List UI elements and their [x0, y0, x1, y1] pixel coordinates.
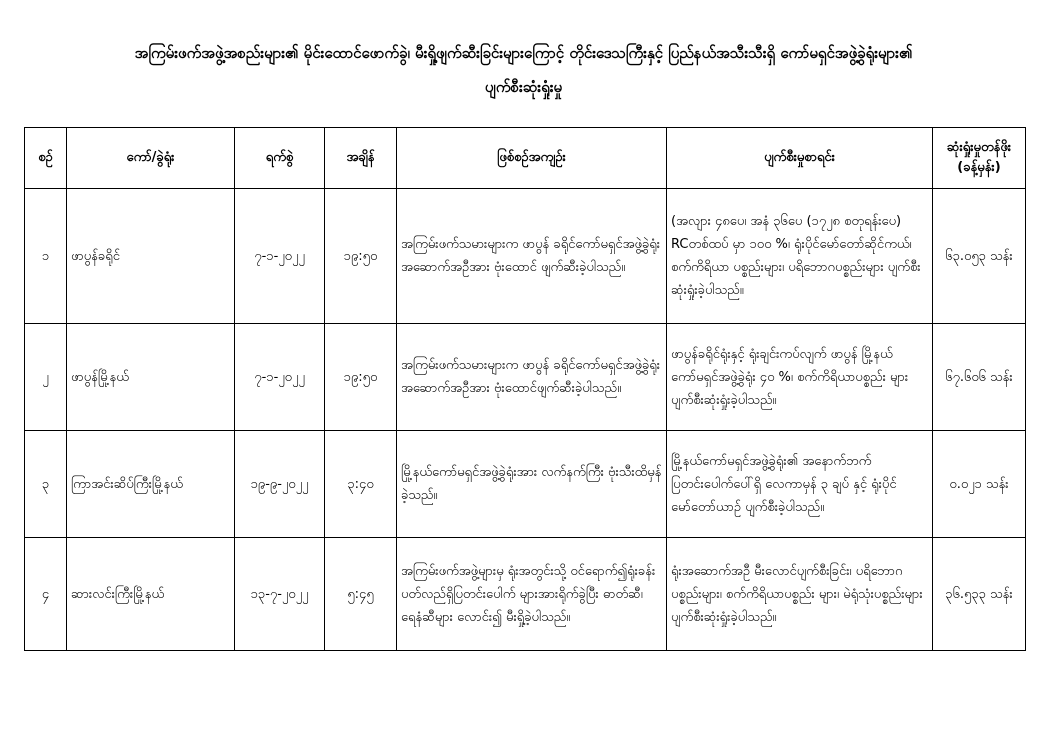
header-loss-line-1: ဆုံးရှုံးမှုတန်ဖိုး: [946, 140, 1012, 155]
cell-details: (အလျား ၄၈ပေ၊ အနံ ၃၆ပေ (၁၇၂၈ စတုရန်းပေ) RCတစ်ထပ် မှာ ၁၀၀ %၊ ရုံးပိုင်မော်တော်ဆိုင်ကယ်၊ စက်ကိရိယာ ပစ္စည်းများ၊ ပရိဘောဂပစ္စည်းများ ပျက်စီး ဆုံးရှုံးခဲ့ပါသည်။: [667, 189, 933, 324]
cell-details: မြို့နယ်ကော်မရှင်အဖွဲ့ခွဲရုံး၏ အနောက်ဘက် ပြတင်းပေါက်ပေါ်ရှိ လေကာမှန် ၃ ချပ် နှင့် ရုံးပိုင် မော်တော်ယာဉ် ပျက်စီးခဲ့ပါသည်။: [667, 431, 933, 538]
cell-loss: ၆၇.၆၀၆ သန်း: [933, 324, 1026, 431]
cell-time: ၁၉:၅၀: [325, 324, 397, 431]
cell-cause: မြို့နယ်ကော်မရှင်အဖွဲ့ခွဲရုံးအား လက်နက်ကြီး ဗုံးသီးထိမှန်ခဲ့သည်။: [397, 431, 667, 538]
cell-location: ဖာပွန်မြို့နယ်: [67, 324, 235, 431]
cell-location: ဖာပွန်ခရိုင်: [67, 189, 235, 324]
cell-details: ရုံးအဆောက်အဦ မီးလောင်ပျက်စီးခြင်း၊ ပရိဘောဂပစ္စည်းများ၊ စက်ကိရိယာပစ္စည်း များ၊ မဲရုံသုံးပစ္စည်းများပျက်စီးဆုံးရှုံးခဲ့ပါသည်။: [667, 538, 933, 651]
cell-cause: အကြမ်းဖက်အဖွဲ့များမှ ရုံးအတွင်းသို့ ဝင်ရောက်၍ရုံးခန်းပတ်လည်ရှိပြတင်းပေါက် များအားရိုက်ခွဲပြီး ဓာတ်ဆီ၊ ရေနံဆီများ လောင်း၍ မီးရှို့ခဲ့ပါသည်။: [397, 538, 667, 651]
damage-table: [24, 127, 1026, 651]
table-row: [25, 538, 1026, 651]
cell-date: ၇-၁-၂၀၂၂: [235, 324, 325, 431]
header-location: ကော်/ခွဲရုံး: [67, 128, 235, 189]
cell-loss: ၃၆.၅၃၃ သန်း: [933, 538, 1026, 651]
table-row: [25, 431, 1026, 538]
cell-date: ၁၉-၉-၂၀၂၂: [235, 431, 325, 538]
header-time: အချိန်: [325, 128, 397, 189]
header-loss-line-2: (ခန့်မှန်း): [957, 160, 1001, 175]
header-loss: [933, 128, 1026, 189]
cell-loss: ၀.၀၂၁ သန်း: [933, 431, 1026, 538]
page-title: [40, 36, 1007, 104]
cell-location: ဆားလင်းကြီးမြို့နယ်: [67, 538, 235, 651]
cell-no: ၁: [25, 189, 67, 324]
cell-no: ၂: [25, 324, 67, 431]
cell-cause: အကြမ်းဖက်သမားများက ဖာပွန် ခရိုင်ကော်မရှင်အဖွဲ့ခွဲရုံး အဆောက်အဦအား ဗုံးထောင် ဖျက်ဆီးခဲ့ပါသည်။: [397, 189, 667, 324]
cell-cause: အကြမ်းဖက်သမားများက ဖာပွန် ခရိုင်ကော်မရှင်အဖွဲ့ခွဲရုံး အဆောက်အဦအား ဗုံးထောင်ဖျက်ဆီးခဲ့ပါသည်။: [397, 324, 667, 431]
cell-time: ၃:၄၀: [325, 431, 397, 538]
header-date: ရက်စွဲ: [235, 128, 325, 189]
header-cause: ဖြစ်စဉ်အကျဉ်း: [397, 128, 667, 189]
table-row: [25, 324, 1026, 431]
cell-location: ကြာအင်းဆိပ်ကြီးမြို့နယ်: [67, 431, 235, 538]
header-details: ပျက်စီးမှုစာရင်း: [667, 128, 933, 189]
header-no: စဉ်: [25, 128, 67, 189]
title-line-1: အကြမ်းဖက်အဖွဲ့အစည်းများ၏ မိုင်းထောင်ဖောက်ခွဲ၊ မီးရှို့ဖျက်ဆီးခြင်းများကြောင့် တိုင်းဒေသကြီးနှင့် ပြည်နယ်အသီးသီးရှိ ကော်မရှင်အဖွဲ့ခွဲရုံးများ၏: [134, 44, 913, 62]
cell-time: ၅:၄၅: [325, 538, 397, 651]
cell-loss: ၆၃.၀၅၃ သန်း: [933, 189, 1026, 324]
title-line-2: ပျက်စီးဆုံးရှုံးမှု: [484, 78, 563, 96]
table-row: [25, 189, 1026, 324]
cell-no: ၃: [25, 431, 67, 538]
cell-date: ၁၃-၇-၂၀၂၂: [235, 538, 325, 651]
table-header-row: [25, 128, 1026, 189]
cell-details: ဖာပွန်ခရိုင်ရုံးနှင့် ရုံးချင်းကပ်လျက် ဖာပွန် မြို့နယ် ကော်မရှင်အဖွဲ့ခွဲရုံး ၄၀ %၊ စက်ကိရိယာပစ္စည်း များ ပျက်စီးဆုံးရှုံးခဲ့ပါသည်။: [667, 324, 933, 431]
cell-no: ၄: [25, 538, 67, 651]
cell-time: ၁၉:၅၀: [325, 189, 397, 324]
cell-date: ၇-၁-၂၀၂၂: [235, 189, 325, 324]
